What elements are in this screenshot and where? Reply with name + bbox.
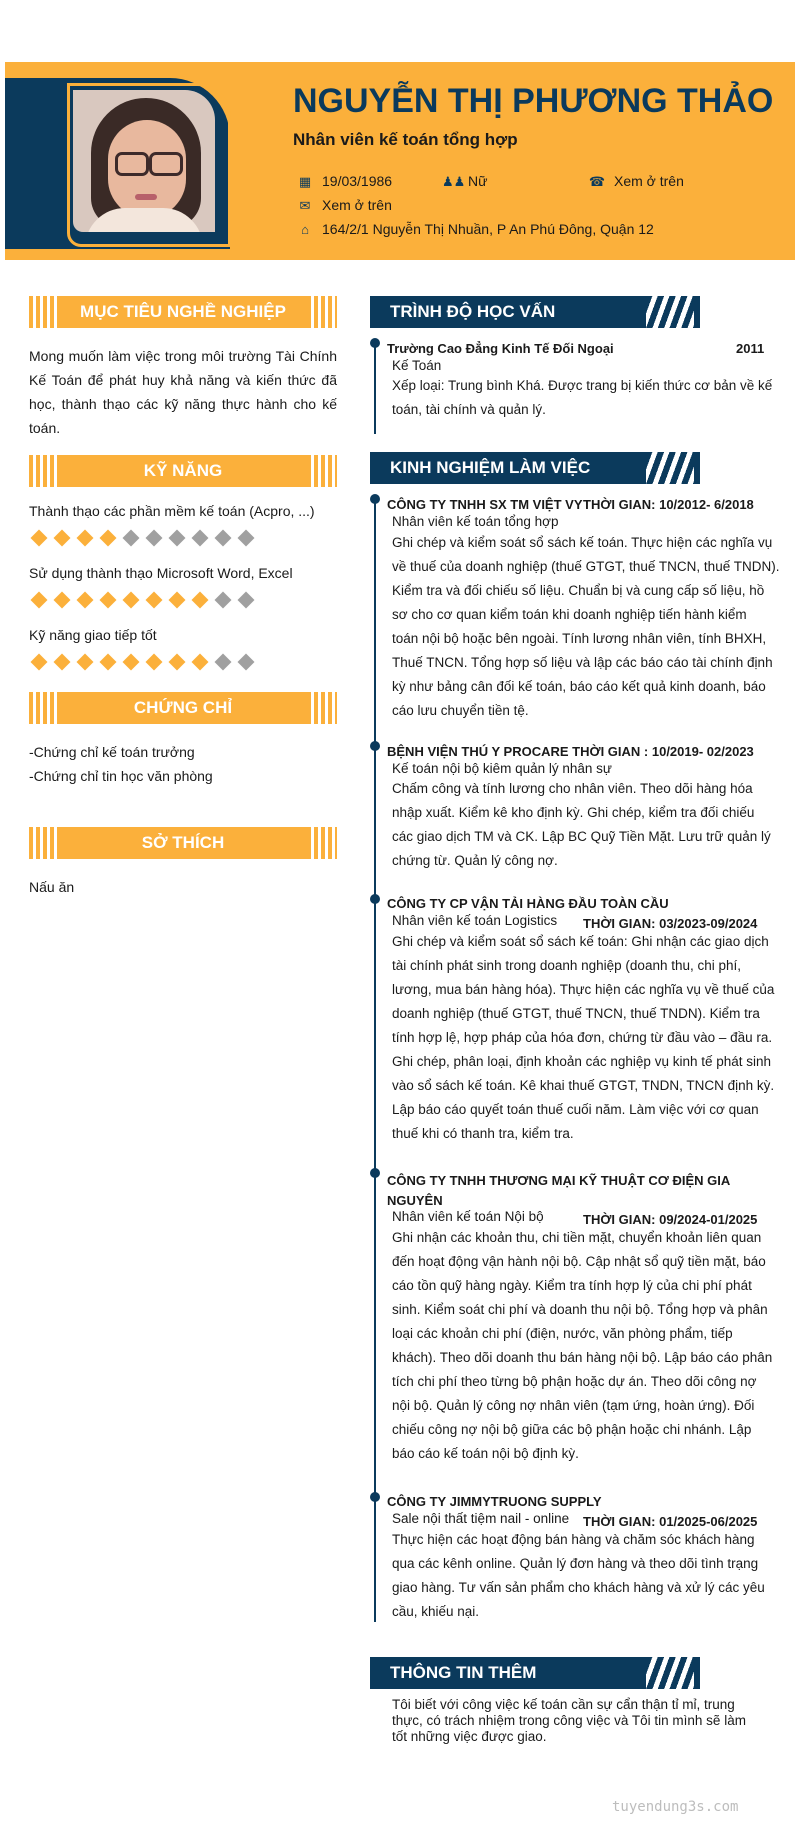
desc-line: doanh nghiệp (thuế GTGT, thuế TNCN, thuế TNDN). Kiểm tra (392, 1006, 760, 1021)
phone-icon: ☎ (588, 174, 606, 189)
rating-dot-filled (31, 654, 48, 671)
job-desc (392, 531, 784, 723)
job-company: CÔNG TY TNHH THƯƠNG MẠI KỸ THUẬT CƠ ĐIỆN GIA NGUYÊN (387, 1173, 730, 1208)
objective-text: Mong muốn làm việc trong môi trường Tài Chính Kế Toán để phát huy khả năng và kiến thức đã học, thành thạo các kỹ năng thực hành cho kế toán. (29, 348, 337, 436)
rating-dot-empty (215, 592, 232, 609)
job-company: CÔNG TY TNHH SX TM VIỆT VY (387, 497, 583, 512)
more-info-heading: THÔNG TIN THÊM (370, 1657, 700, 1689)
desc-line: Lập báo cáo quyết toán thuế cuối năm. Làm việc với cơ quan (392, 1102, 759, 1117)
rating-dot-filled (31, 592, 48, 609)
rating-dot-empty (169, 530, 186, 547)
rating-dot-empty (238, 530, 255, 547)
desc-line: toán nội bộ hoặc bên ngoài. Tính lương nhân viên, tính BHXH, (392, 631, 767, 646)
desc-line: lương, mua bán hàng hóa). Thực hiện các nghĩa vụ về thuế của (392, 982, 775, 997)
job-desc (392, 1528, 784, 1624)
job-desc (392, 1226, 784, 1466)
desc-line: chiếu công nợ nội bộ giữa các bộ phận hoặc chi nhánh. Lập (392, 1422, 752, 1437)
timeline-dot (370, 338, 380, 348)
skill-label: Kỹ năng giao tiếp tốt (29, 627, 157, 643)
desc-line: cáo lưu chuyển tiền tệ. (392, 703, 529, 718)
phone-field (588, 173, 684, 190)
rating-dot-filled (123, 654, 140, 671)
rating-dot-filled (169, 654, 186, 671)
school-name: Trường Cao Đẳng Kinh Tế Đối Ngoại (387, 341, 614, 356)
experience-heading: KINH NGHIỆM LÀM VIỆC (370, 452, 700, 484)
desc-line: nhập xuất. Kiểm kê kho định kỳ. Ghi chép, kiểm tra đối chiếu (392, 805, 755, 820)
rating-dot-filled (77, 530, 94, 547)
rating-dot-filled (123, 592, 140, 609)
rating-dot-filled (146, 592, 163, 609)
rating-dot-filled (77, 592, 94, 609)
rating-dot-filled (54, 530, 71, 547)
desc-line: thuế khi có thanh tra, kiểm tra. (392, 1126, 574, 1141)
objective-heading: MỤC TIÊU NGHỀ NGHIỆP (29, 296, 337, 328)
job-time: THỜI GIAN: 10/2012- 6/2018 (583, 497, 754, 512)
skill-rating (33, 656, 252, 668)
rating-dot-empty (123, 530, 140, 547)
rating-dot-filled (77, 654, 94, 671)
desc-line: Thuế TNCN. Tổng hợp số liệu và lập các báo cáo tài chính định (392, 655, 773, 670)
rating-dot-filled (54, 592, 71, 609)
desc-line: Ghi nhận các khoản thu, chi tiền mặt, chuyển khoản liên quan (392, 1230, 762, 1245)
rating-dot-empty (238, 592, 255, 609)
rating-dot-empty (192, 530, 209, 547)
skill-rating (33, 594, 252, 606)
birthday-field (296, 173, 392, 190)
birthday-value: 19/03/1986 (322, 173, 393, 189)
desc-line: các giao dịch TM và CK. Lập BC Quỹ Tiền Mặt. Lưu trữ quản lý (392, 829, 771, 844)
desc-line: kỳ như bảng cân đối kế toán, báo cáo kết quả kinh doanh, báo (392, 679, 766, 694)
gender-icon: ♟♟ (442, 174, 466, 189)
rating-dot-filled (54, 654, 71, 671)
rating-dot-filled (192, 592, 209, 609)
desc-line: chứng từ. Quản lý công nợ. (392, 853, 558, 868)
desc-line: vào sổ sách kế toán. Kê khai thuế GTGT, TNDN, TNCN định kỳ. (392, 1078, 775, 1093)
education-heading: TRÌNH ĐỘ HỌC VẤN (370, 296, 700, 328)
address-value: 164/2/1 Nguyễn Thị Nhuần, P An Phú Đông, Quận 12 (322, 221, 654, 237)
job-time: THỜI GIAN: 09/2024-01/2025 (583, 1212, 758, 1227)
hobbies-heading: SỞ THÍCH (29, 827, 337, 859)
school-year: 2011 (736, 341, 765, 356)
gender-value: Nữ (468, 173, 488, 189)
rating-dot-filled (146, 654, 163, 671)
candidate-title: Nhân viên kế toán tổng hợp (293, 130, 518, 149)
phone-value: Xem ở trên (614, 173, 684, 189)
rating-dot-empty (146, 530, 163, 547)
desc-line: cầu, khiếu nại. (392, 1604, 480, 1619)
home-icon: ⌂ (301, 222, 309, 237)
calendar-icon: ▦ (298, 174, 312, 189)
desc-line: giao hàng. Tư vấn sản phẩm cho khách hàng và xử lý các yêu (392, 1580, 765, 1595)
desc-line: tính hợp lệ, hợp pháp của hóa đơn, chứng từ đầu vào – đầu ra. (392, 1030, 773, 1045)
more-info-text: Tôi biết với công việc kế toán cần sự cẩn thận tỉ mỉ, trung thực, có trách nhiệm trong công việc và Tôi tin mình sẽ làm tốt những việc được giao. (392, 1697, 746, 1744)
candidate-name: NGUYỄN THỊ PHƯƠNG THẢO (293, 82, 774, 120)
desc-line: Kiểm tra và đối chiếu số liệu. Chuẩn bị và cung cấp số liệu, hồ (392, 583, 765, 598)
desc-line: Ghi chép và kiểm soát sổ sách kế toán: Ghi nhận các giao dịch (392, 934, 769, 949)
desc-line: Thực hiện các hoạt động bán hàng và chăm sóc khách hàng (392, 1532, 755, 1547)
desc-line: loại các khoản chi phí (điện, nước, văn phòng phẩm, tiếp (392, 1326, 733, 1341)
desc-line: báo cáo kế toán nội bộ định kỳ. (392, 1446, 579, 1461)
desc-line: Chấm công và tính lương cho nhân viên. Theo dõi hàng hóa (392, 781, 753, 796)
desc-line: Ghi chép và kiểm soát sổ sách kế toán. Thực hiện các nghĩa vụ (392, 535, 773, 550)
job-time: THỜI GIAN: 03/2023-09/2024 (583, 916, 758, 931)
desc-line: cáo tồn quỹ hàng ngày. Kiểm tra tính hợp lý của chi phí phát (392, 1278, 752, 1293)
rating-dot-filled (31, 530, 48, 547)
desc-line: sinh. Kiểm soát chi phí và doanh thu nội bộ. Tổng hợp và phân (392, 1302, 768, 1317)
experience-timeline (374, 498, 376, 1622)
desc-line: qua các kênh online. Quản lý đơn hàng và theo dõi tình trạng (392, 1556, 759, 1571)
desc-line: tích chi phí theo từng bộ phận hoặc dự án. Theo dõi công nợ (392, 1374, 757, 1389)
skill-rating (33, 532, 252, 544)
desc-line: nội bộ. Quản lý công nợ nhân viên (tạm ứng, hoàn ứng). Đối (392, 1398, 755, 1413)
job-company: BỆNH VIỆN THÚ Y PROCARE THỜI GIAN : 10/2019- 02/2023 (387, 744, 754, 759)
email-value: Xem ở trên (322, 197, 392, 213)
rating-dot-filled (100, 530, 117, 547)
desc-line: sơ cho cơ quan kiểm toán khi doanh nghiệp tiến hành kiểm (392, 607, 747, 622)
job-desc (392, 930, 784, 1146)
job-company: CÔNG TY CP VẬN TẢI HÀNG ĐẦU TOÀN CẦU (387, 896, 669, 911)
desc-line: đến hoạt động vận hành nội bộ. Cập nhật sổ quỹ tiền mặt, báo (392, 1254, 766, 1269)
desc-line: về thuế của doanh nghiệp (thuế GTGT, thuế TNCN, thuế TNDN). (392, 559, 780, 574)
job-role: Sale nội thất tiệm nail - online (392, 1511, 570, 1526)
rating-dot-filled (169, 592, 186, 609)
job-desc (392, 777, 784, 873)
rating-dot-empty (215, 654, 232, 671)
job-role: Nhân viên kế toán Logistics (392, 913, 558, 928)
cert-item: -Chứng chỉ tin học văn phòng (29, 768, 213, 784)
gender-field (442, 173, 487, 190)
rating-dot-filled (100, 654, 117, 671)
hobbies-text: Nấu ăn (29, 879, 75, 895)
rating-dot-empty (238, 654, 255, 671)
job-role: Nhân viên kế toán Nội bộ (392, 1209, 544, 1224)
rating-dot-filled (100, 592, 117, 609)
skill-label: Sử dụng thành thạo Microsoft Word, Excel (29, 565, 293, 581)
job-time: THỜI GIAN: 01/2025-06/2025 (583, 1514, 758, 1529)
cert-item: -Chứng chỉ kế toán trưởng (29, 744, 195, 760)
watermark: tuyendung3s.com (612, 1799, 739, 1815)
rating-dot-empty (215, 530, 232, 547)
desc-line: khách). Theo dõi doanh thu bán hàng nội bộ. Lập báo cáo phân (392, 1350, 773, 1365)
desc-line: Ghi chép, phân loại, định khoản các nghiệp vụ kinh tế phát sinh (392, 1054, 772, 1069)
certs-heading: CHỨNG CHỈ (29, 692, 337, 724)
school-note: Xếp loại: Trung bình Khá. Được trang bị kiến thức cơ bản về kế toán, tài chính và quản lý. (392, 378, 773, 417)
skill-label: Thành thạo các phần mềm kế toán (Acpro, ...) (29, 503, 315, 519)
profile-photo (73, 90, 215, 232)
skills-heading: KỸ NĂNG (29, 455, 337, 487)
job-role: Nhân viên kế toán tổng hợp (392, 514, 559, 529)
job-role: Kế toán nội bộ kiêm quản lý nhân sự (392, 761, 612, 776)
education-timeline (374, 344, 376, 434)
email-field (296, 197, 392, 214)
rating-dot-filled (192, 654, 209, 671)
address-field (296, 221, 654, 237)
school-major: Kế Toán (392, 358, 442, 373)
email-icon: ✉ (299, 198, 311, 213)
desc-line: tài chính phát sinh trong doanh nghiệp (doanh thu, chi phí, (392, 958, 742, 973)
job-company: CÔNG TY JIMMYTRUONG SUPPLY (387, 1494, 602, 1509)
